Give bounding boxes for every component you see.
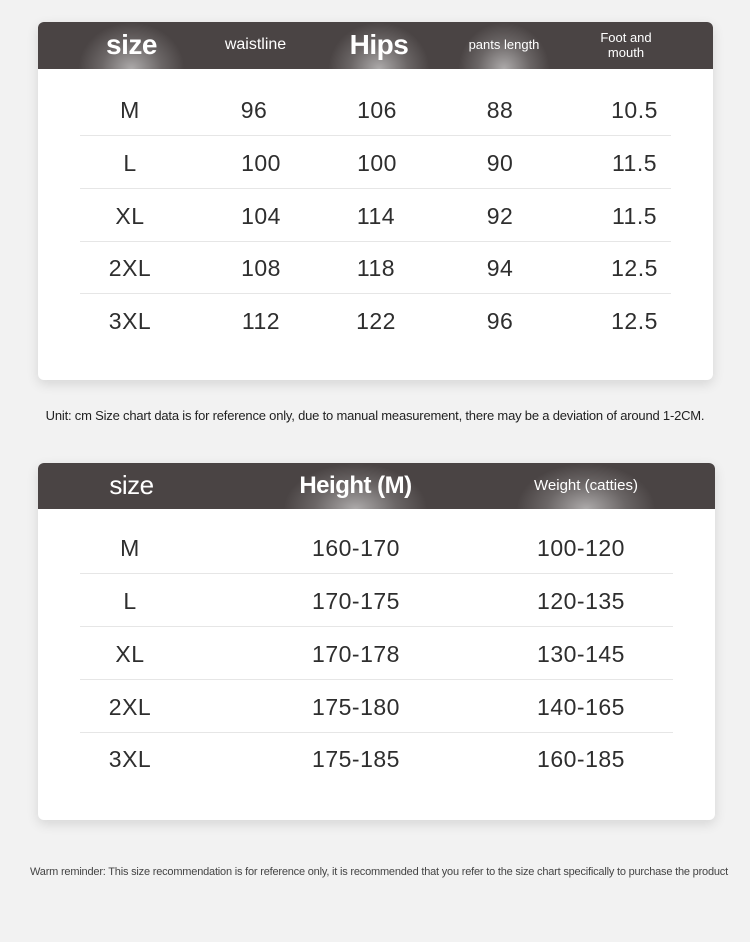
table-row [38, 84, 713, 136]
header-size: size [109, 470, 154, 501]
table-row [38, 628, 715, 680]
cell-height: 175-185 [312, 745, 400, 772]
table-row [38, 575, 715, 627]
cell-size: L [123, 149, 137, 176]
cell-waistline: 112 [241, 307, 281, 334]
cell-hips: 114 [356, 202, 396, 229]
row-divider [80, 135, 671, 136]
unit-note: Unit: cm Size chart data is for reference only, due to manual measurement, there may be a deviation of around 1-2CM. [45, 408, 705, 423]
cell-foot-mouth: 11.5 [611, 149, 658, 176]
table-row [38, 295, 713, 347]
header-waistline: waistline [224, 36, 287, 54]
cell-size: M [120, 96, 140, 123]
header-hips: Hips [328, 22, 430, 69]
cell-waistline: 104 [241, 202, 281, 229]
cell-size: 3XL [108, 307, 152, 334]
cell-hips: 106 [357, 96, 397, 123]
cell-size: 2XL [108, 693, 152, 720]
table-row [38, 190, 713, 242]
measurement-table-header [38, 22, 713, 69]
header-pants-length: pants length [458, 22, 550, 69]
cell-height: 160-170 [312, 534, 400, 561]
recommendation-table [38, 463, 715, 820]
cell-pants-length: 88 [486, 96, 514, 123]
warm-reminder: Warm reminder: This size recommendation is for reference only, it is recommended that you refer to the size chart specifically to purchase the product [30, 866, 728, 878]
cell-size: XL [115, 202, 145, 229]
cell-hips: 118 [356, 254, 396, 281]
row-divider [80, 188, 671, 189]
measurement-table [38, 22, 713, 380]
table-row [38, 733, 715, 785]
recommendation-table-header [38, 463, 715, 509]
cell-weight: 160-185 [537, 745, 625, 772]
row-divider [80, 679, 673, 680]
cell-weight: 140-165 [537, 693, 625, 720]
cell-foot-mouth: 12.5 [611, 307, 658, 334]
header-foot-and-mouth: Foot and mouth [600, 29, 652, 60]
cell-foot-mouth: 12.5 [611, 254, 658, 281]
row-divider [80, 573, 673, 574]
cell-waistline: 108 [241, 254, 281, 281]
cell-pants-length: 94 [486, 254, 514, 281]
cell-size: M [120, 534, 140, 561]
table-row [38, 137, 713, 189]
cell-waistline: 96 [240, 96, 268, 123]
row-divider [80, 293, 671, 294]
cell-foot-mouth: 11.5 [611, 202, 658, 229]
cell-foot-mouth: 10.5 [611, 96, 658, 123]
table-row [38, 242, 713, 294]
row-divider [80, 626, 673, 627]
header-weight: Weight (catties) [516, 463, 656, 509]
cell-size: XL [115, 640, 145, 667]
cell-pants-length: 92 [486, 202, 514, 229]
header-height: Height (M) [283, 463, 428, 509]
cell-weight: 130-145 [537, 640, 625, 667]
cell-height: 175-180 [312, 693, 400, 720]
header-size: size [78, 22, 185, 69]
cell-weight: 120-135 [537, 587, 625, 614]
cell-size: 2XL [108, 254, 152, 281]
cell-height: 170-178 [312, 640, 400, 667]
cell-height: 170-175 [312, 587, 400, 614]
cell-size: 3XL [108, 745, 152, 772]
cell-pants-length: 90 [486, 149, 514, 176]
cell-hips: 100 [357, 149, 397, 176]
cell-weight: 100-120 [537, 534, 625, 561]
cell-pants-length: 96 [486, 307, 514, 334]
table-row [38, 681, 715, 733]
cell-waistline: 100 [241, 149, 281, 176]
cell-hips: 122 [356, 307, 396, 334]
cell-size: L [123, 587, 137, 614]
table-row [38, 522, 715, 574]
